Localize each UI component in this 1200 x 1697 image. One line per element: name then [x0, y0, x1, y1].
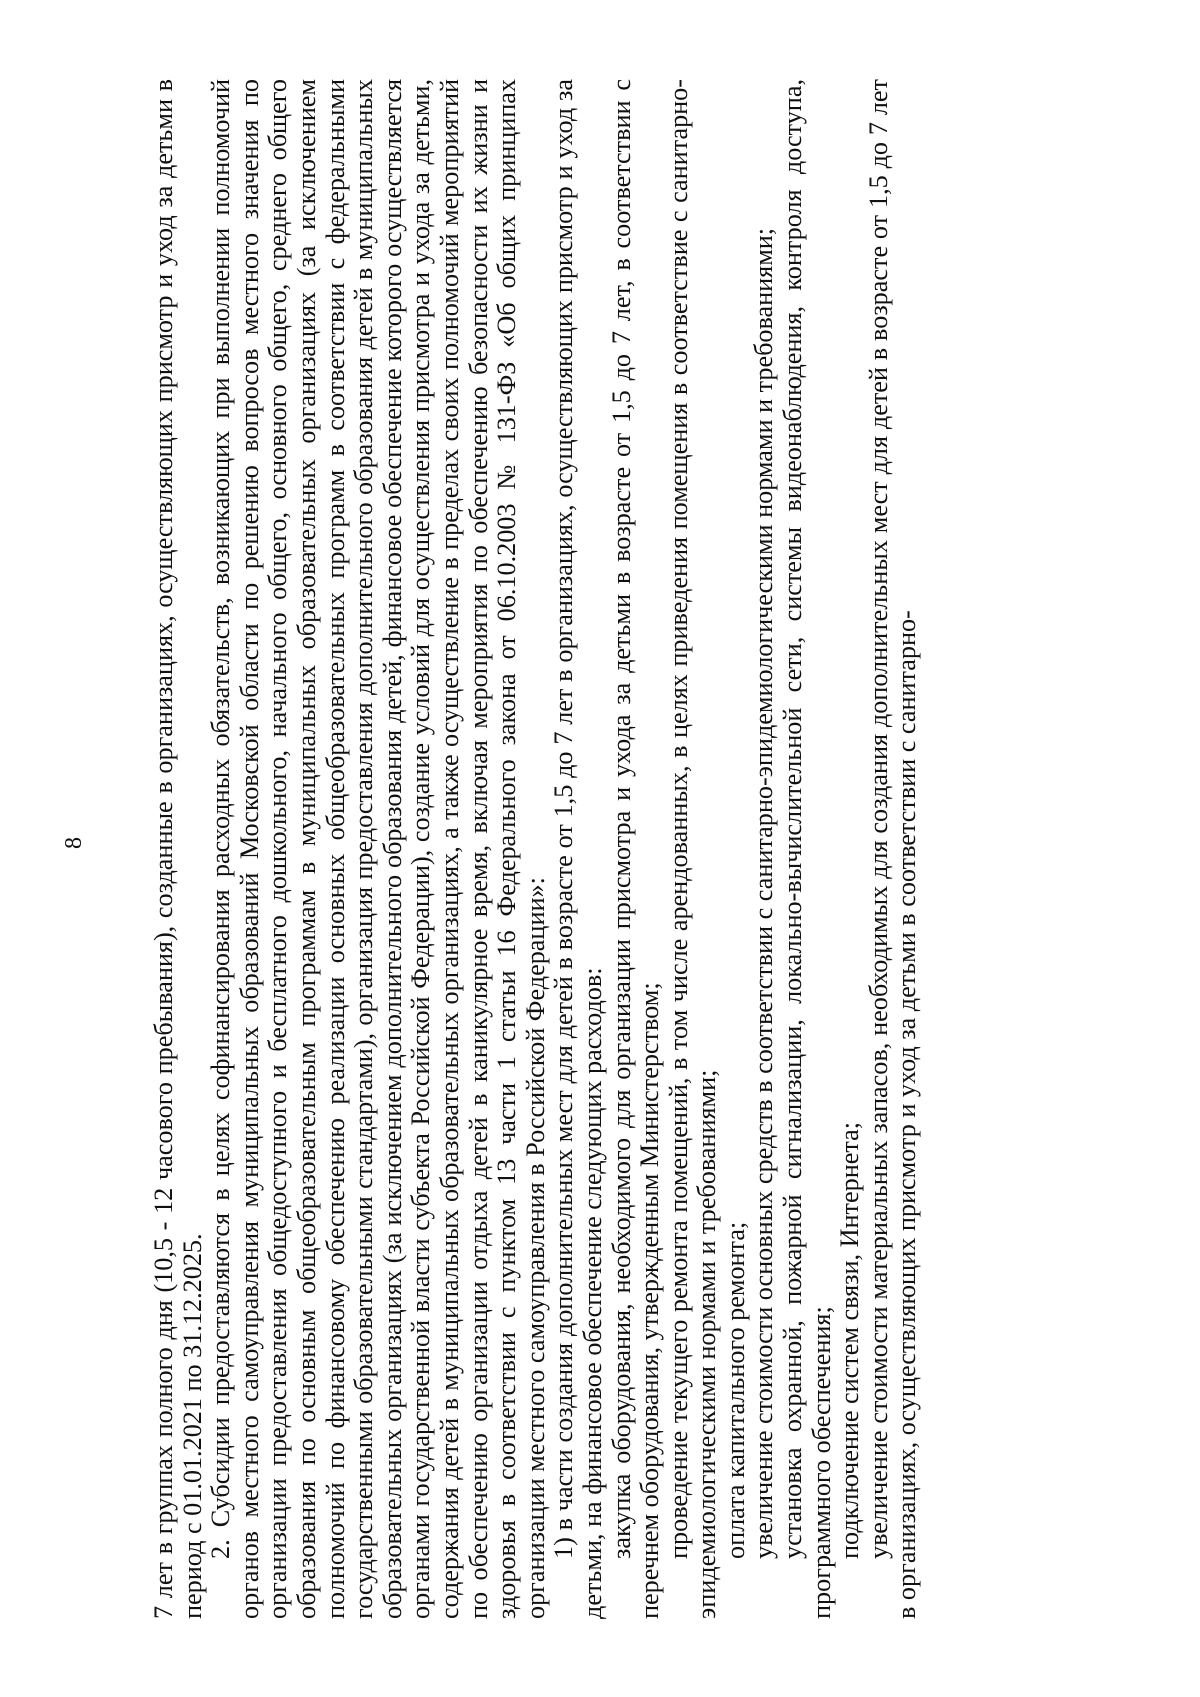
paragraph: оплата капитального ремонта;: [720, 1221, 750, 1559]
paragraph: проведение текущего ремонта помещений, в том числе арендованных, в целях приведения помещения в соответствие с санитарно-эпидемиологическими нормами и требованиями;: [663, 79, 722, 1619]
paragraph: закупка оборудования, необходимого для организации присмотра и ухода за детьми в возрасте от 1,5 до 7 лет, в соответствии с перечнем оборудования, утвержденным Министерством;: [606, 79, 665, 1619]
paragraph: 1) в части создания дополнительных мест для детей в возрасте от 1,5 до 7 лет в организациях, осуществляющих присмотр и уход за детьми, на финансовое обеспечение следующих расходов:: [549, 79, 607, 1619]
paragraph: 7 лет в группах полного дня (10,5 - 12 часового пребывания), созданные в организациях, осуществляющих присмотр и уход за детьми в период с 01.01.2021 по 31.12.2025.: [149, 79, 207, 1619]
paragraph: 2. Субсидии предоставляются в целях софинансирования расходных обязательств, возникающих при выполнении полномочий органов местного самоуправления муниципальных образований Московской области по решению вопросов местного значения по организации предоставления общедоступного и бесплатного дошкольного, начального общего, основного общего, среднего общего образования по основным общеобразовательным программам в муниципальных образовательных организациях (за исключением полномочий по финансовому обеспечению реализации основных общеобразовательных программ в соответствии с федеральными государственными образовательными стандартами), организация предоставления дополнительного образования детей в муниципальных образовательных организациях (за исключением дополнительного образования детей, финансовое обеспечение которого осуществляется органами государственной власти субъекта Российской Федерации), создание условий для осуществления присмотра и ухода за детьми, содержания детей в муниципальных образовательных организациях, а также осуществление в пределах своих полномочий мероприятий по обеспечению организации отдыха детей в каникулярное время, включая мероприятия по обеспечению безопасности их жизни и здоровья в соответствии с пунктом 13 части 1 статьи 16 Федерального закона от 06.10.2003 № 131-ФЗ «Об общих принципах организации местного самоуправления в Российской Федерации»:: [206, 79, 550, 1619]
document-body: [150, 79, 922, 1619]
page-number: 8: [61, 837, 87, 849]
paragraph: подключение систем связи, Интернета;: [835, 1121, 865, 1559]
paragraph: увеличение стоимости материальных запасов, необходимых для создания дополнительных мест для детей в возрасте от 1,5 до 7 лет в организациях, осуществляющих присмотр и уход за детьми в соответствии с санитарно-: [863, 79, 922, 1619]
paragraph: увеличение стоимости основных средств в соответствии с санитарно-эпидемиологическими нормами и требованиями;: [749, 227, 779, 1559]
paragraph: установка охранной, пожарной сигнализации, локально-вычислительной сети, системы видеонаблюдения, контроля доступа, программного обеспечения;: [778, 79, 836, 1619]
